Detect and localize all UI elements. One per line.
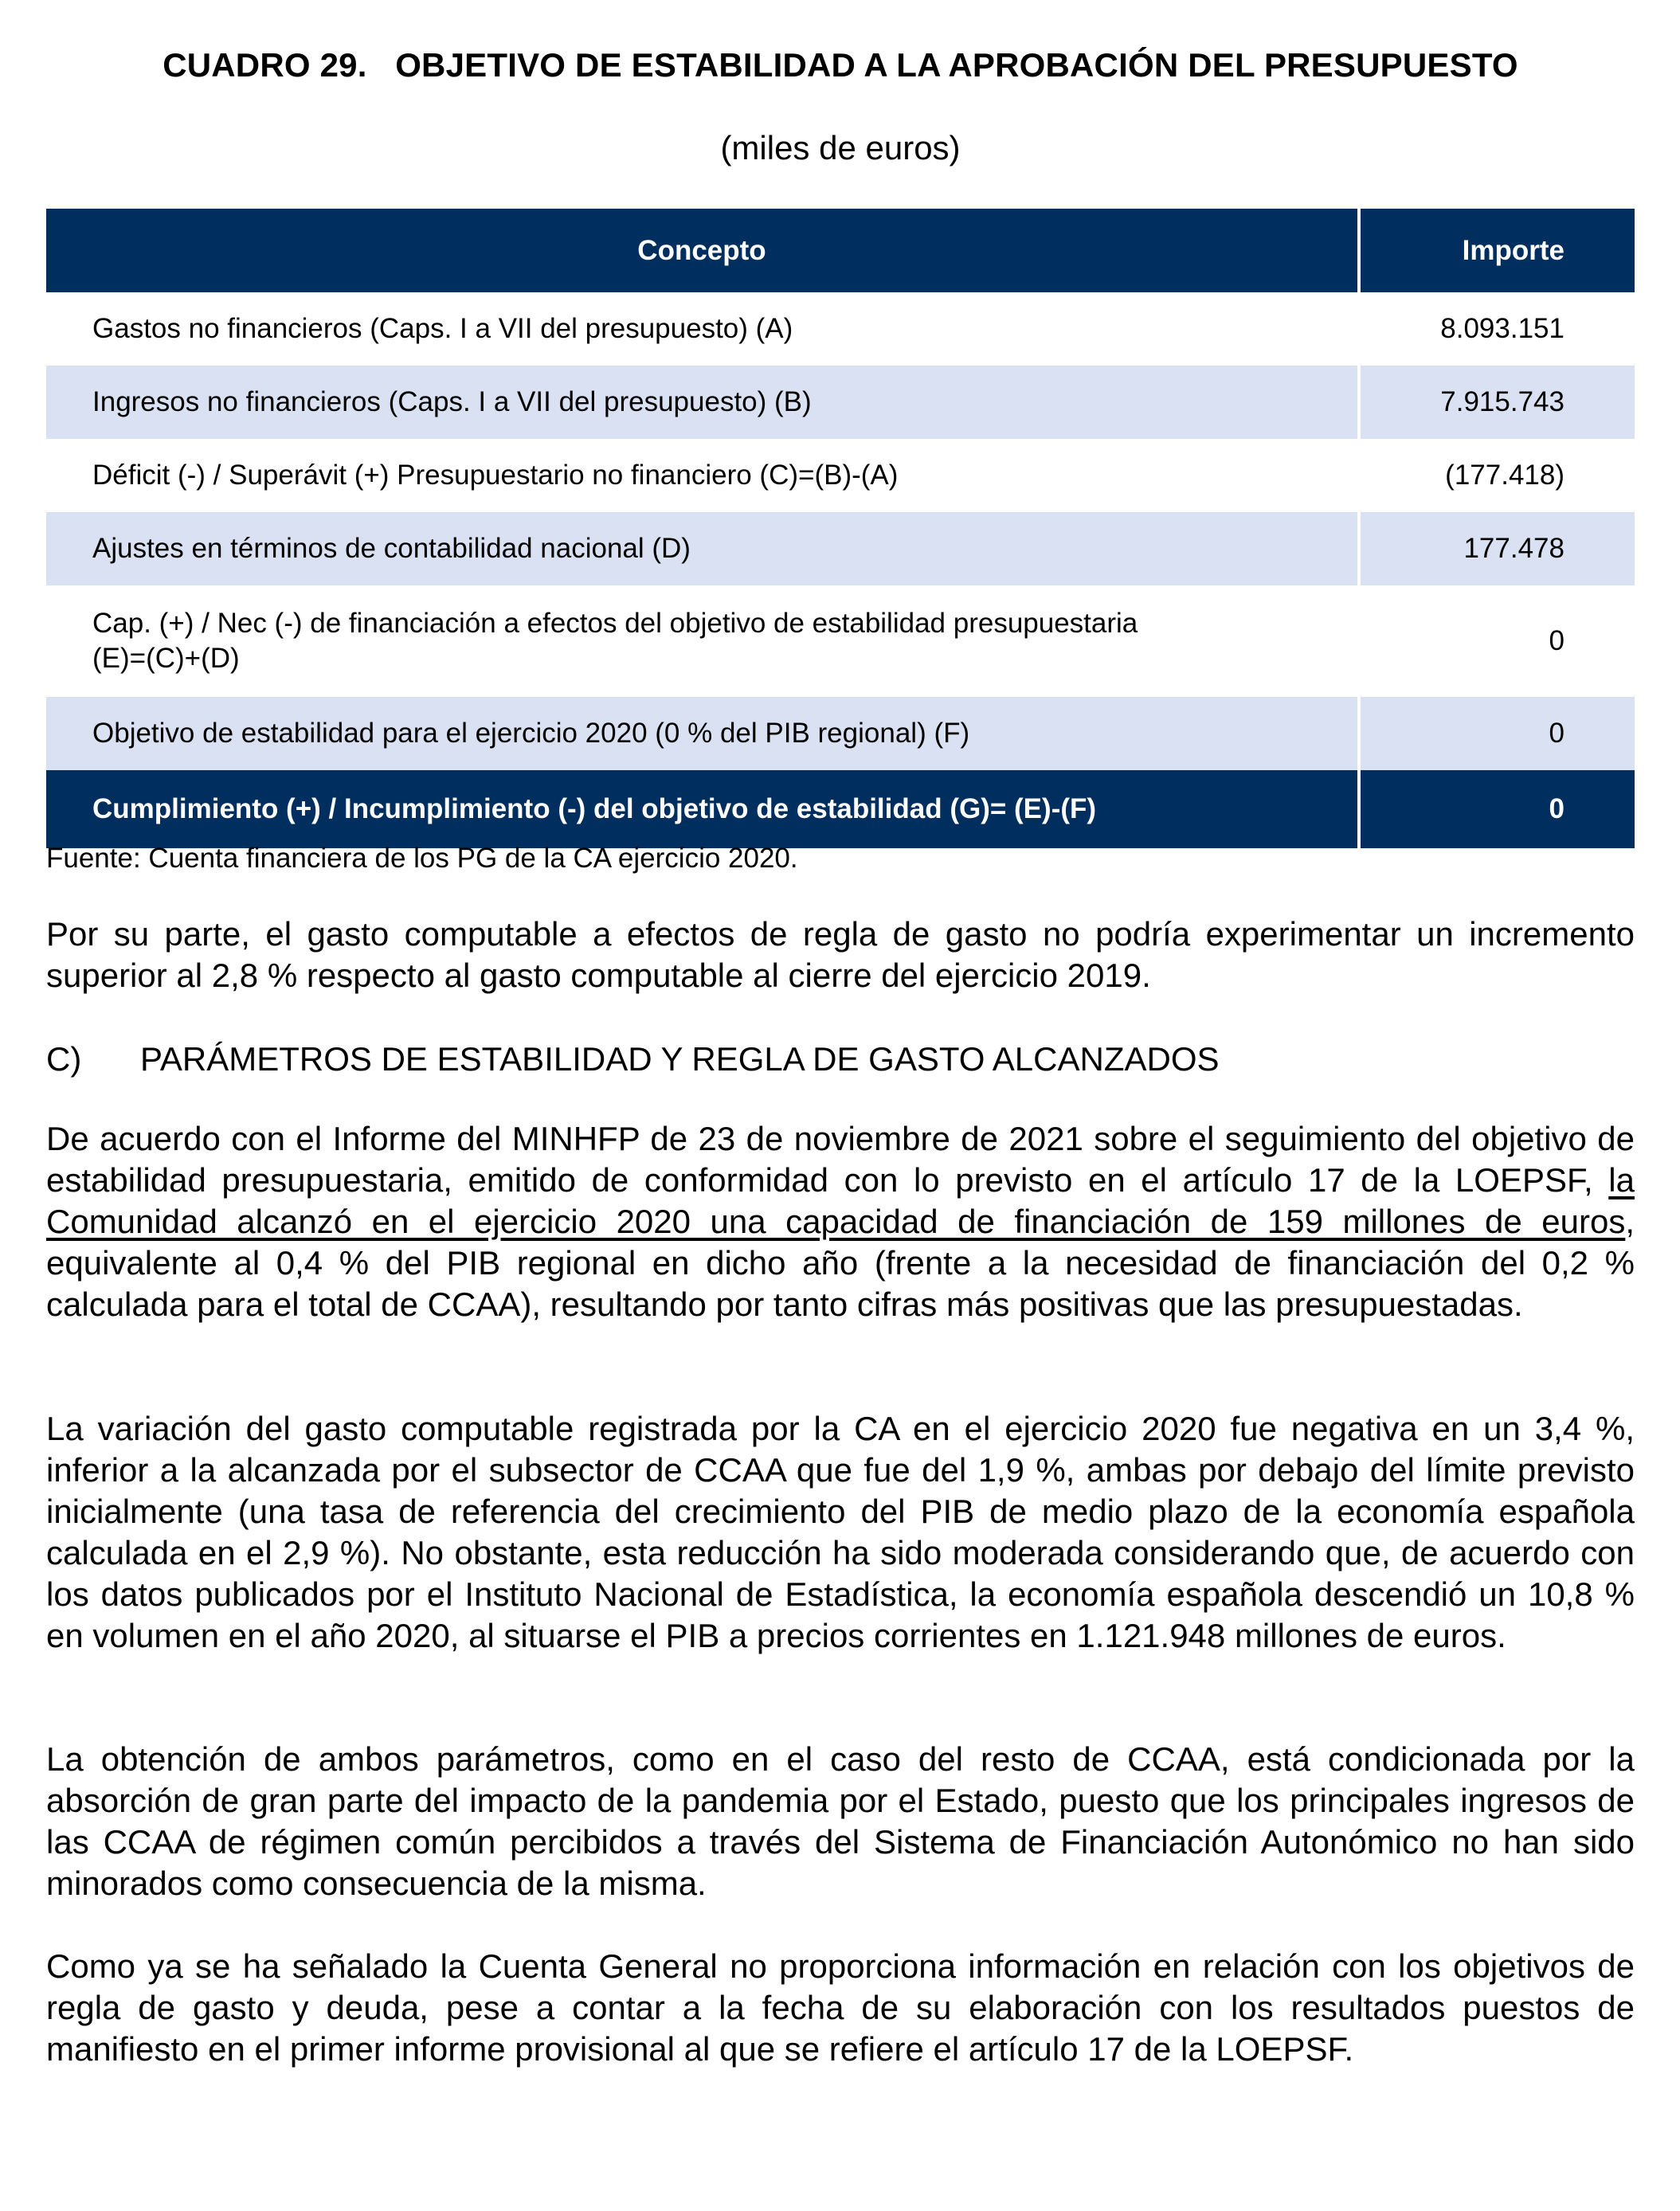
row-label: Gastos no financieros (Caps. I a VII del presupuesto) (A): [92, 313, 793, 344]
paragraph-4: La obtención de ambos parámetros, como en el caso del resto de CCAA, está condicionada por la absorción de gran parte del impacto de la pandemia por el Estado, puesto que los principales ingresos de las CCAA de régimen común percibidos a través del Sistema de Financiación Autonómico no han sido minorados como consecuencia de la misma.: [46, 1740, 1635, 1902]
table-row: [46, 585, 1635, 697]
total-label: Cumplimiento (+) / Incumplimiento (-) del objetivo de estabilidad (G)= (E)-(F): [46, 770, 1359, 848]
row-value: 0: [1549, 625, 1564, 656]
paragraph-1: Por su parte, el gasto computable a efectos de regla de gasto no podría experimentar un incremento superior al 2,8 % respecto al gasto computable al cierre del ejercicio 2019.: [46, 915, 1635, 994]
row-label: Déficit (-) / Superávit (+) Presupuestario no financiero (C)=(B)-(A): [92, 460, 899, 491]
paragraph-2-underlined: la Comunidad alcanzó en el ejercicio 2020 una capacidad de financiación de 159 millones de euros: [46, 1161, 1635, 1240]
section-title: PARÁMETROS DE ESTABILIDAD Y REGLA DE GASTO ALCANZADOS: [140, 1040, 1220, 1078]
paragraph-2-start: De acuerdo con el Informe del MINHFP de 23 de noviembre de 2021 sobre el seguimiento del objetivo de estabilidad presupuestaria, emitido de conformidad con lo previsto en el artículo 17 de la LOEPSF,: [46, 1120, 1635, 1199]
row-label: Ingresos no financieros (Caps. I a VII del presupuesto) (B): [46, 366, 1359, 439]
row-label-line2: (E)=(C)+(D): [92, 643, 240, 674]
row-value: 7.915.743: [1359, 366, 1635, 439]
row-label: Objetivo de estabilidad para el ejercicio 2020 (0 % del PIB regional) (F): [46, 697, 1359, 770]
row-value: 8.093.151: [1440, 313, 1564, 344]
table-row: [46, 366, 1635, 439]
table-total-row: [46, 770, 1635, 848]
row-label: Ajustes en términos de contabilidad nacional (D): [46, 512, 1359, 585]
stability-table: [46, 209, 1635, 848]
row-label-line1: Cap. (+) / Nec (-) de financiación a efectos del objetivo de estabilidad presupuestaria: [92, 608, 1138, 639]
row-label: [46, 585, 1359, 697]
table-row: [46, 439, 1635, 512]
row-value: (177.418): [1445, 460, 1564, 491]
row-value: 177.478: [1359, 512, 1635, 585]
table-header-row: [46, 209, 1635, 292]
table-row: [46, 292, 1635, 366]
table-row: [46, 697, 1635, 770]
table-source: Fuente: Cuenta financiera de los PG de la CA ejercicio 2020.: [46, 843, 798, 874]
total-value: 0: [1359, 770, 1635, 848]
header-concept: Concepto: [46, 209, 1359, 292]
section-letter: C): [46, 1040, 82, 1078]
table-subtitle: (miles de euros): [720, 129, 961, 166]
table-row: [46, 512, 1635, 585]
row-value: 0: [1359, 697, 1635, 770]
section-heading: [46, 1039, 1220, 1080]
paragraph-2-end: , equivalente al 0,4 % del PIB regional en dicho año (frente a la necesidad de financiación del 0,2 % calculada para el total de CCAA), resultando por tanto cifras más positivas que las presupuestadas.: [46, 1203, 1635, 1323]
header-amount: Importe: [1359, 209, 1635, 292]
paragraph-3: La variación del gasto computable registrada por la CA en el ejercicio 2020 fue negativa en un 3,4 %, inferior a la alcanzada por el subsector de CCAA que fue del 1,9 %, ambas por debajo del límite previsto inicialmente (una tasa de referencia del crecimiento del PIB de medio plazo de la economía española calculada en el 2,9 %). No obstante, esta reducción ha sido moderada considerando que, de acuerdo con los datos publicados por el Instituto Nacional de Estadística, la economía española descendió un 10,8 % en volumen en el año 2020, al situarse el PIB a precios corrientes en 1.121.948 millones de euros.: [46, 1410, 1635, 1654]
table-title: CUADRO 29. OBJETIVO DE ESTABILIDAD A LA APROBACIÓN DEL PRESUPUESTO: [163, 46, 1518, 84]
paragraph-5: Como ya se ha señalado la Cuenta General no proporciona información en relación con los objetivos de regla de gasto y deuda, pese a contar a la fecha de su elaboración con los resultados puestos de manifiesto en el primer informe provisional al que se refiere el artículo 17 de la LOEPSF.: [46, 1947, 1635, 2068]
paragraph-2: [46, 1118, 1635, 1325]
